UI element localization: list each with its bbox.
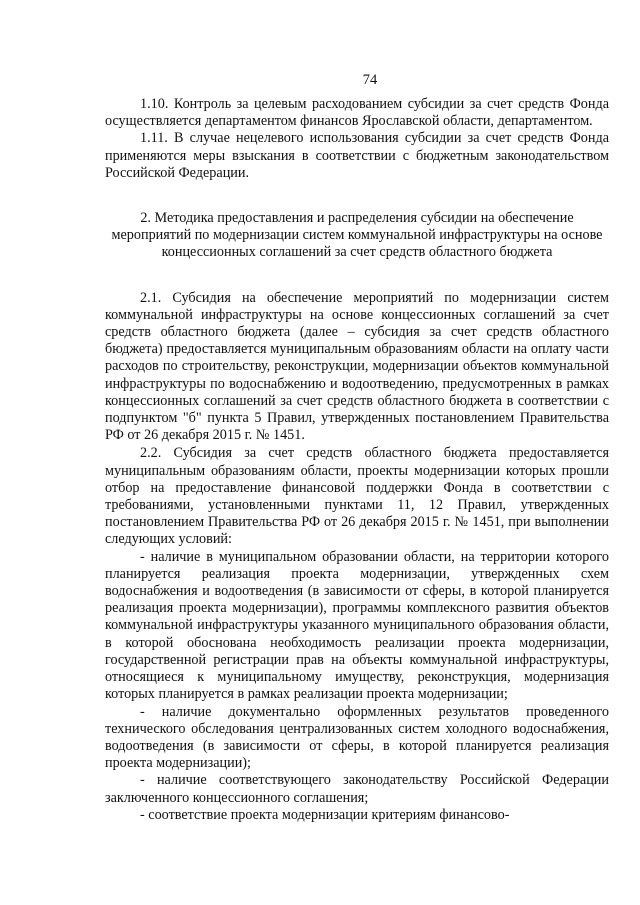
document-body	[105, 96, 609, 824]
condition-item: - наличие соответствующего законодательству Российской Федерации заключенного концессионного соглашения;	[105, 772, 609, 806]
paragraph-1-11: 1.11. В случае нецелевого использования субсидии за счет средств Фонда применяются меры взыскания в соответствии с бюджетным законодательством Российской Федерации.	[105, 130, 609, 181]
page-number: 74	[362, 72, 378, 88]
condition-item: - наличие документально оформленных результатов проведенного технического обследования централизованных систем холодного водоснабжения, водоотведения (в зависимости от сферы, в которой планируется реализация проекта модернизации);	[105, 703, 609, 772]
paragraph-2-1: 2.1. Субсидия на обеспечение мероприятий по модернизации систем коммунальной инфраструктуры на основе концессионных соглашений за счет средств областного бюджета (далее – субсидия за счет средств областного бюджета) предоставляется муниципальным образованиям области на оплату части расходов по строительству, реконструкции, модернизации объектов коммунальной инфраструктуры по водоснабжению и водоотведению, предусмотренных в рамках концессионных соглашений за счет средств областного бюджета в соответствии с подпунктом "б" пункта 5 Правил, утвержденных постановлением Правительства РФ от 26 декабря 2015 г. № 1451.	[105, 289, 609, 444]
section-2-title: 2. Методика предоставления и распределения субсидии на обеспечение мероприятий по модернизации систем коммунальной инфраструктуры на основе концессионных соглашений за счет средств областного бюджета	[111, 210, 603, 261]
condition-item: - соответствие проекта модернизации критериям финансово-	[140, 806, 510, 823]
paragraph-2-2: 2.2. Субсидия за счет средств областного бюджета предоставляется муниципальным образованиям области, проекты модернизации которых прошли отбор на предоставление финансовой поддержки Фонда в соответствии с требованиями, установленными пунктами 11, 12 Правил, утвержденных постановлением Правительства РФ от 26 декабря 2015 г. № 1451, при выполнении следующих условий:	[105, 445, 609, 548]
paragraph-1-10: 1.10. Контроль за целевым расходованием субсидии за счет средств Фонда осуществляется департаментом финансов Ярославской области, департаментом.	[105, 96, 609, 130]
condition-item: - наличие в муниципальном образовании области, на территории которого планируется реализация проекта модернизации, утвержденных схем водоснабжения и водоотведения (в зависимости от сферы, в которой планируется реализация проекта модернизации), программы комплексного развития объектов коммунальной инфраструктуры указанного муниципального образования области, в которой обоснована необходимость реализации проекта модернизации, государственной регистрации прав на объекты коммунальной инфраструктуры, относящиеся к муниципальному имуществу, реконструкция, модернизация которых планируется в рамках реализации проекта модернизации;	[105, 548, 609, 703]
